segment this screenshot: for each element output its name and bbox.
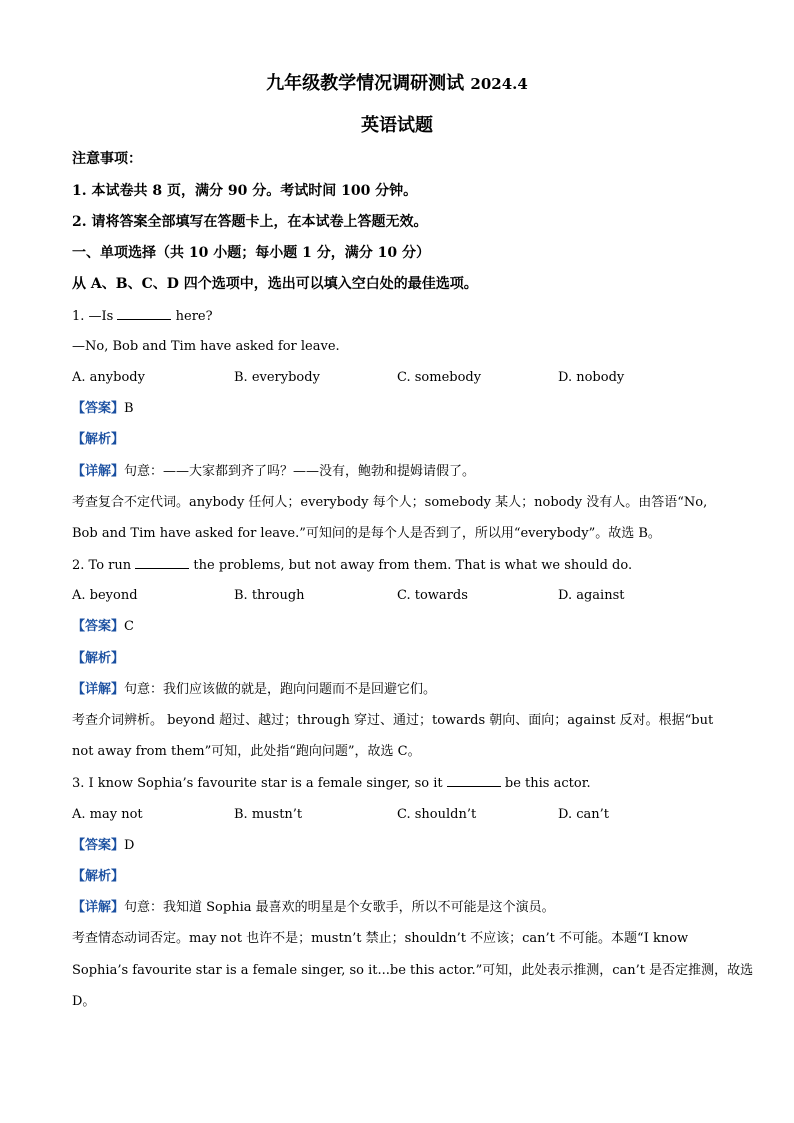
q1-detail	[72, 463, 475, 481]
q1-stem-before: 1. —Is	[72, 309, 114, 324]
q2-option-a: A. beyond	[72, 588, 138, 603]
section-instruction: 从 A、B、C、D 四个选项中，选出可以填入空白处的最佳选项。	[72, 276, 478, 292]
q2-detail	[72, 681, 436, 699]
q1-option-b: B. everybody	[234, 370, 320, 385]
q1-analysis	[72, 431, 124, 449]
q3-option-c: C. shouldn’t	[397, 807, 477, 822]
q3-stem-before: 3. I know Sophia’s favourite star is a female singer, so it	[72, 776, 443, 791]
answer-label: 【答案】	[72, 619, 125, 634]
note-item-1: 1. 本试卷共 8 页，满分 90 分。考试时间 100 分钟。	[72, 183, 418, 199]
q2-explain-2: not away from them”可知，此处指“跑向问题”，故选 C。	[72, 744, 421, 759]
q1-option-d: D. nobody	[558, 370, 625, 385]
q3-stem-after: be this actor.	[504, 776, 591, 791]
answer-label: 【答案】	[72, 838, 125, 853]
detail-label: 【详解】	[72, 682, 125, 697]
q1-explain-2: Bob and Tim have asked for leave.”可知问的是每个人是否到了，所以用“everybody”。故选 B。	[72, 526, 661, 541]
q3-answer	[72, 837, 134, 855]
detail-label: 【详解】	[72, 464, 125, 479]
q2-answer	[72, 618, 134, 636]
q1-answer	[72, 400, 134, 418]
question-2-stem	[72, 556, 632, 575]
q2-explain-1: 考查介词辨析。 beyond 超过、越过；through 穿过、通过；towards 朝向、面向；against 反对。根据“but	[72, 713, 714, 728]
q1-blank	[117, 307, 171, 320]
q3-blank	[447, 774, 501, 787]
q1-option-a: A. anybody	[72, 370, 145, 385]
q3-explain-3: D。	[72, 994, 96, 1009]
analysis-label: 【解析】	[72, 869, 125, 884]
notes-heading: 注意事项：	[72, 151, 142, 167]
q3-analysis	[72, 868, 124, 886]
q3-detail-text: 句意：我知道 Sophia 最喜欢的明星是个女歌手，所以不可能是这个演员。	[124, 900, 555, 915]
q2-answer-value: C	[124, 619, 134, 634]
q3-option-a: A. may not	[72, 807, 143, 822]
q3-explain-1: 考查情态动词否定。may not 也许不是；mustn’t 禁止；shouldn’t 不应该；can’t 不可能。本题“I know	[72, 931, 689, 946]
q3-option-d: D. can’t	[558, 807, 609, 822]
q3-detail	[72, 899, 555, 917]
q1-answer-value: B	[124, 401, 134, 416]
exam-subject: 英语试题	[361, 115, 433, 136]
detail-label: 【详解】	[72, 900, 125, 915]
q3-answer-value: D	[124, 838, 135, 853]
question-3-stem	[72, 774, 591, 793]
section-heading: 一、单项选择（共 10 小题；每小题 1 分，满分 10 分）	[72, 245, 430, 261]
answer-label: 【答案】	[72, 401, 125, 416]
q2-stem-before: 2. To run	[72, 558, 132, 573]
q2-option-d: D. against	[558, 588, 625, 603]
exam-date: 2024.4	[470, 75, 528, 93]
q2-analysis	[72, 650, 124, 668]
q1-explain-1: 考查复合不定代词。anybody 任何人；everybody 每个人；somebody 某人；nobody 没有人。由答语“No,	[72, 495, 708, 510]
q1-option-c: C. somebody	[397, 370, 482, 385]
note-item-2: 2. 请将答案全部填写在答题卡上，在本试卷上答题无效。	[72, 214, 428, 230]
q1-stem-after: here?	[175, 309, 213, 324]
analysis-label: 【解析】	[72, 432, 125, 447]
exam-title	[0, 72, 794, 96]
q2-option-b: B. through	[234, 588, 305, 603]
q2-option-c: C. towards	[397, 588, 468, 603]
question-1-stem	[72, 307, 213, 326]
q2-detail-text: 句意：我们应该做的就是，跑向问题而不是回避它们。	[124, 682, 437, 697]
q1-detail-text: 句意：——大家都到齐了吗？——没有，鲍勃和提姆请假了。	[124, 464, 476, 479]
q1-stem-line2: —No, Bob and Tim have asked for leave.	[72, 339, 340, 354]
q3-option-b: B. mustn’t	[234, 807, 303, 822]
analysis-label: 【解析】	[72, 651, 125, 666]
q2-stem-after: the problems, but not away from them. That is what we should do.	[193, 558, 633, 573]
exam-title-text: 九年级教学情况调研测试	[266, 73, 465, 94]
q2-blank	[135, 556, 189, 569]
q3-explain-2: Sophia’s favourite star is a female singer, so it...be this actor.”可知，此处表示推测，can’t 是否定推测，故选	[72, 963, 754, 978]
